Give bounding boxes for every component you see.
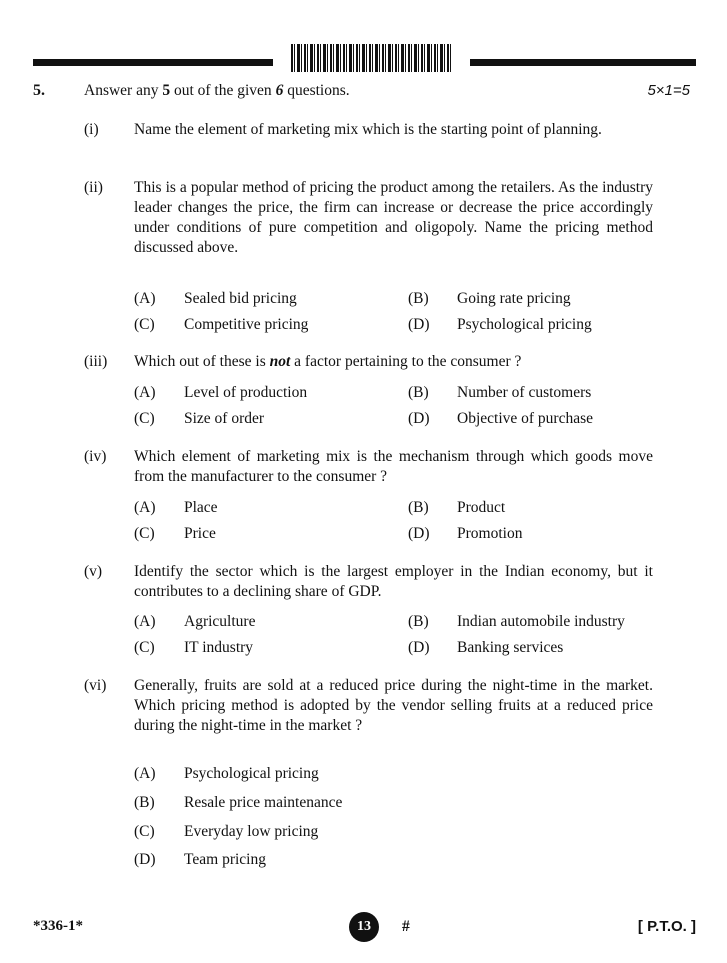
hash-mark: # — [402, 918, 410, 935]
option-label: (C) — [134, 410, 155, 427]
option-text: Price — [184, 525, 216, 542]
option-text: Agriculture — [184, 613, 256, 630]
barcode — [291, 44, 453, 72]
option-text: Level of production — [184, 384, 308, 401]
option-text: Resale price maintenance — [184, 794, 343, 811]
question-text: Name the element of marketing mix which is the starting point of planning. — [134, 121, 602, 138]
option-label: (B) — [408, 499, 429, 516]
question-text: Which out of these is not a factor pertaining to the consumer ? — [134, 353, 522, 370]
option-text: Place — [184, 499, 218, 516]
option-text: Product — [457, 499, 506, 516]
option-label: (B) — [408, 384, 429, 401]
option-label: (D) — [408, 639, 430, 656]
question-number: 5. — [33, 82, 45, 99]
option-label: (C) — [134, 525, 155, 542]
subquestion-number: (iv) — [84, 448, 107, 465]
option-label: (D) — [408, 410, 430, 427]
question-text: Identify the sector which is the largest employer in the Indian economy, but it contributes to a declining share of GDP. — [134, 563, 653, 600]
option-label: (A) — [134, 499, 156, 516]
option-text: Going rate pricing — [457, 290, 571, 307]
option-label: (A) — [134, 613, 156, 630]
option-label: (B) — [408, 290, 429, 307]
question-text: Which element of marketing mix is the mechanism through which goods move from the manufacturer to the consumer ? — [134, 448, 653, 485]
option-label: (C) — [134, 316, 155, 333]
option-text: Indian automobile industry — [457, 613, 625, 630]
question-instruction: Answer any 5 out of the given 6 questions. — [84, 82, 350, 99]
option-label: (D) — [408, 525, 430, 542]
option-label: (D) — [134, 851, 156, 868]
option-label: (A) — [134, 290, 156, 307]
paper-code: *336-1* — [33, 918, 83, 934]
option-text: Number of customers — [457, 384, 592, 401]
option-text: IT industry — [184, 639, 254, 656]
option-label: (C) — [134, 639, 155, 656]
subquestion-number: (vi) — [84, 677, 107, 694]
option-text: Banking services — [457, 639, 564, 656]
subquestion-number: (ii) — [84, 179, 103, 196]
header-rule-right — [470, 59, 696, 66]
option-text: Team pricing — [184, 851, 266, 868]
option-label: (B) — [134, 794, 155, 811]
page-number: 13 — [349, 912, 379, 942]
question-text: Generally, fruits are sold at a reduced price during the night-time in the market. Which pricing method is adopted by the vendor selling fruits at a reduced price during the night-time in the market ? — [134, 677, 653, 734]
subquestion-number: (i) — [84, 121, 99, 138]
pto-label: [ P.T.O. ] — [637, 918, 696, 935]
option-text: Promotion — [457, 525, 523, 542]
option-label: (C) — [134, 823, 155, 840]
option-label: (A) — [134, 384, 156, 401]
marks-scheme: 5×1=5 — [647, 82, 690, 99]
option-label: (D) — [408, 316, 430, 333]
subquestion-number: (iii) — [84, 353, 108, 370]
option-text: Competitive pricing — [184, 316, 309, 333]
subquestion-number: (v) — [84, 563, 103, 580]
option-label: (A) — [134, 765, 156, 782]
option-text: Psychological pricing — [457, 316, 592, 333]
question-text: This is a popular method of pricing the product among the retailers. As the industry leader changes the price, the firm can increase or decrease the price accordingly under conditions of pure competition and oligopoly. Name the pricing method discussed above. — [134, 179, 653, 256]
header-rule-left — [33, 59, 273, 66]
option-text: Objective of purchase — [457, 410, 593, 427]
option-text: Size of order — [184, 410, 265, 427]
option-text: Sealed bid pricing — [184, 290, 297, 307]
option-text: Psychological pricing — [184, 765, 319, 782]
option-label: (B) — [408, 613, 429, 630]
option-text: Everyday low pricing — [184, 823, 319, 840]
